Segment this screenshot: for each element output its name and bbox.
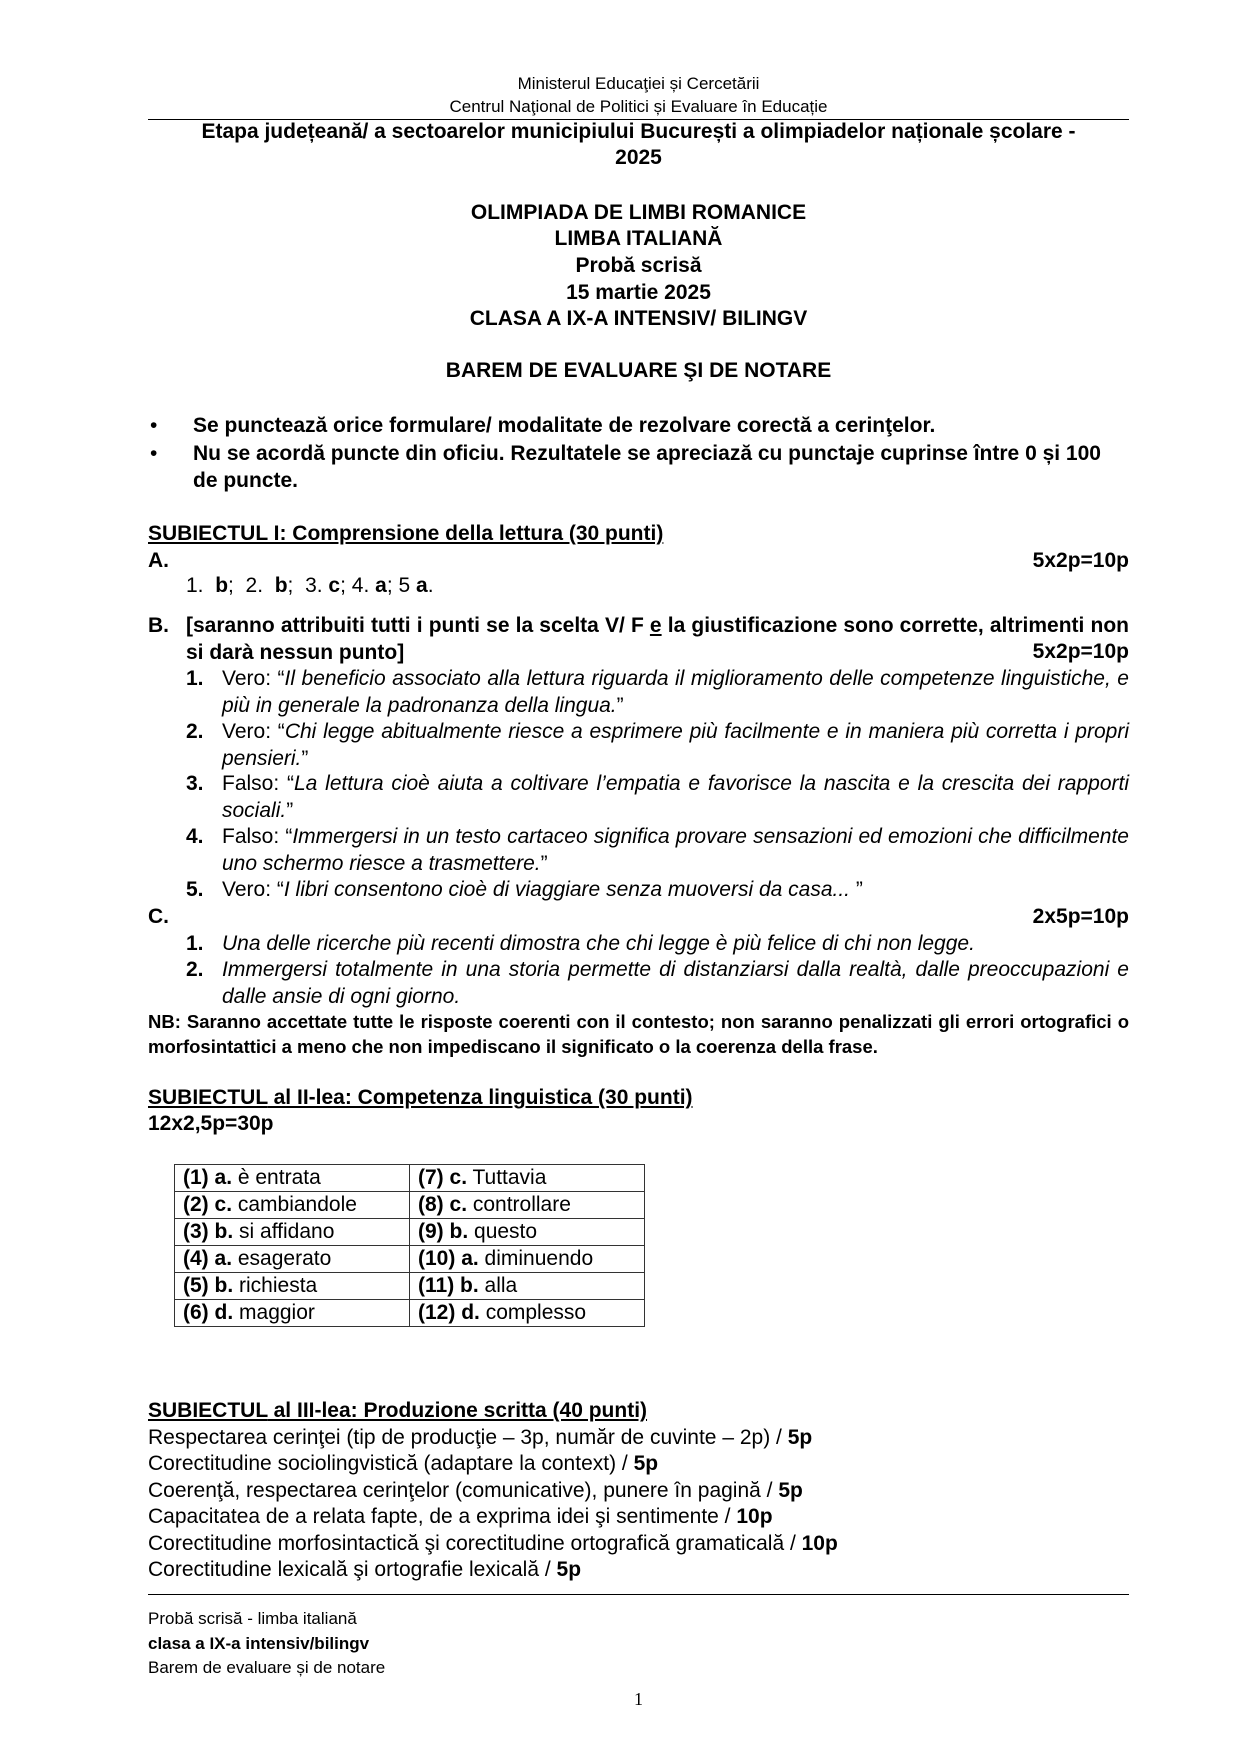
language-title: LIMBA ITALIANĂ [554, 227, 723, 250]
answer-number: (6) [183, 1301, 209, 1324]
item-close: ” [616, 693, 624, 717]
answer-number: 3. [305, 574, 323, 597]
bullet-icon: • [150, 414, 158, 437]
item-lead: Vero: “ [222, 878, 284, 901]
footer-divider [148, 1594, 1129, 1595]
criterion [148, 1531, 838, 1558]
b-item [186, 771, 1129, 824]
instr-e: e [649, 614, 662, 637]
table-row [175, 1273, 645, 1300]
nb-label: NB: [148, 1011, 181, 1032]
rule-2: Nu se acordă puncte din oficiu. Rezultatele se apreciază cu punctaje cuprinse între 0 și 100 de puncte. [193, 442, 1101, 492]
criterion [148, 1451, 658, 1478]
answer-text: diminuendo [478, 1247, 594, 1270]
answer-text: si affidano [233, 1220, 335, 1243]
answer-key [418, 1247, 479, 1270]
answer-number: (9) [418, 1220, 444, 1243]
answer-cell [410, 1165, 645, 1192]
table-row [175, 1300, 645, 1327]
section-a-answers: 1. b; 2. b; 3. c; 4. a; 5 a. [186, 574, 434, 597]
answer-cell [175, 1273, 410, 1300]
table-row [175, 1192, 645, 1219]
answer-letter: a. [214, 1247, 233, 1270]
item-quote: I libri consentono cioè di viaggiare senza muoversi da casa... [283, 878, 856, 901]
answer-letter: a. [461, 1247, 479, 1270]
b-item [186, 824, 1129, 877]
answer-cell [410, 1192, 645, 1219]
answer-text: richiesta [233, 1274, 318, 1297]
item-number: 2. [186, 958, 204, 981]
answer-text: maggior [233, 1301, 315, 1324]
stage-title-line1: Etapa județeană/ a sectoarelor municipiului București a olimpiadelor naționale școlare - [201, 120, 1076, 143]
answer-cell [410, 1273, 645, 1300]
criterion [148, 1557, 581, 1584]
section-b-score: 5x2p=10p [1032, 640, 1129, 663]
item-text: Una delle ricerche più recenti dimostra che chi legge è più felice di chi non legge. [222, 932, 975, 955]
answer-letter: b. [460, 1274, 479, 1297]
footer-line3: Barem de evaluare și de notare [148, 1658, 386, 1677]
criterion [148, 1478, 803, 1505]
answers-table [174, 1164, 645, 1327]
b-item [186, 719, 1129, 772]
item-text: Immergersi totalmente in una storia permette di distanziarsi dalla realtà, dalle preoccupazioni e dalle ansie di ogni giorno. [222, 958, 1129, 1008]
answer-cell [175, 1219, 410, 1246]
answer-cell [410, 1219, 645, 1246]
heading-part: al III-lea: Produzione scritta (40 punti) [267, 1399, 648, 1422]
rule-1: Se punctează orice formulare/ modalitate de rezolvare corectă a cerinţelor. [193, 414, 936, 437]
item-number: 1. [186, 932, 204, 955]
olympiad-title: OLIMPIADA DE LIMBI ROMANICE [470, 201, 807, 224]
footer-line2: clasa a IX-a intensiv/bilingv [148, 1634, 370, 1653]
item-quote: Immergersi in un testo cartaceo significa provare sensazioni ed emozioni che difficilmente uno schermo riesce a trasmettere. [222, 825, 1129, 875]
center-name: Centrul Naţional de Politici și Evaluare în Educație [449, 97, 828, 116]
answer-key [183, 1247, 232, 1270]
criterion-text: Capacitatea de a relata fapte, de a exprima idei şi sentimente / [148, 1505, 737, 1528]
answer-key [418, 1166, 467, 1189]
criterion [148, 1504, 773, 1531]
answer-number: (7) [418, 1166, 444, 1189]
c-item [186, 957, 1129, 1010]
item-close: ” [855, 878, 863, 901]
answer-number: (12) [418, 1301, 456, 1324]
answer-number: (10) [418, 1247, 456, 1270]
answer-text: esagerato [232, 1247, 332, 1270]
table-row [175, 1219, 645, 1246]
criterion-points: 5p [556, 1558, 582, 1581]
item-lead: Falso: “ [222, 772, 294, 795]
answer-number: 2. [245, 574, 264, 597]
item-quote: Chi legge abitualmente riesce a esprimere più facilmente e in maniera più corretta i propri pensieri. [222, 720, 1129, 770]
answer-number: 1. [186, 574, 204, 597]
item-quote: La lettura cioè aiuta a coltivare l’empatia e favorisce la nascita e la crescita dei rapporti sociali. [222, 772, 1130, 822]
test-date: 15 martie 2025 [566, 281, 711, 304]
answer-letter: c. [214, 1193, 233, 1216]
criterion-text: Coerenţă, respectarea cerinţelor (comunicative), punere în pagină / [148, 1479, 779, 1502]
barem-title: BAREM DE EVALUARE ŞI DE NOTARE [445, 359, 832, 382]
answer-number: (4) [183, 1247, 209, 1270]
section-b-instructions [186, 613, 1129, 666]
answer-text: controllare [467, 1193, 571, 1216]
answer-key [183, 1193, 232, 1216]
instr-text: [saranno attribuiti tutti i punti se la scelta V/ F [186, 614, 650, 637]
instr-text: la giustificazione sono corrette, altrimenti non si darà nessun punto] [186, 614, 1129, 664]
answer-key [183, 1301, 233, 1324]
answer-text: è entrata [232, 1166, 321, 1189]
item-close: ” [286, 798, 294, 822]
stage-title-line2: 2025 [615, 146, 662, 169]
answer-letter: d. [461, 1301, 480, 1324]
criterion-points: 5p [633, 1452, 659, 1475]
heading-part: al II-lea: Competenza linguistica (30 punti) [267, 1086, 693, 1109]
answer-letter: a. [214, 1166, 233, 1189]
criterion-points: 10p [801, 1532, 838, 1555]
item-quote: Il beneficio associato alla lettura riguarda il miglioramento delle competenze linguistiche, e più in generale la padronanza della lingua. [222, 667, 1129, 717]
answer-cell [175, 1300, 410, 1327]
answer-number: (2) [183, 1193, 209, 1216]
subject1-heading: SUBIECTUL I: Comprensione della lettura (30 punti) [148, 522, 664, 545]
footer-line1: Probă scrisă - limba italiană [148, 1609, 357, 1628]
nb-text: Saranno accettate tutte le risposte coerenti con il contesto; non saranno penalizzati gli errori ortografici o morfosintattici a meno che non impediscano il significato o la coerenza della frase. [148, 1011, 1129, 1057]
nb-note [148, 1009, 1129, 1059]
answer-number: (8) [418, 1193, 444, 1216]
criterion-text: Corectitudine sociolingvistică (adaptare la context) / [148, 1452, 634, 1475]
test-type: Probă scrisă [575, 254, 702, 277]
item-lead: Vero: “ [222, 720, 285, 743]
answer-cell [175, 1246, 410, 1273]
b-item [186, 666, 1129, 719]
answer-cell [410, 1246, 645, 1273]
answer-cell [175, 1165, 410, 1192]
answer-text: cambiandole [232, 1193, 357, 1216]
criterion-text: Respectarea cerinţei (tip de producţie – 3p, număr de cuvinte – 2p) / [148, 1426, 788, 1449]
subject2-score: 12x2,5p=30p [148, 1112, 274, 1135]
answer-letter: b [274, 574, 288, 597]
section-c-label: C. [148, 905, 169, 928]
c-item [186, 931, 1129, 958]
answer-key [183, 1220, 233, 1243]
item-close: ” [540, 851, 548, 875]
answer-cell [175, 1192, 410, 1219]
answer-letter: a [416, 574, 428, 597]
heading-part: SUBIECTUL [148, 1086, 268, 1109]
answer-number: (1) [183, 1166, 209, 1189]
criterion-text: Corectitudine morfosintactică şi corectitudine ortografică gramaticală / [148, 1532, 802, 1555]
answer-number: (3) [183, 1220, 209, 1243]
answer-letter: b. [214, 1274, 234, 1297]
subject2-heading [148, 1085, 693, 1112]
table-row [175, 1246, 645, 1273]
item-number: 3. [186, 772, 204, 795]
answer-key [183, 1274, 233, 1297]
heading-part: SUBIECTUL [148, 1399, 268, 1422]
answer-text: alla [478, 1274, 518, 1297]
ministry-name: Ministerul Educaţiei și Cercetării [517, 74, 760, 93]
item-lead: Falso: “ [222, 825, 293, 848]
item-number: 4. [186, 825, 204, 848]
section-c-score: 2x5p=10p [1032, 905, 1129, 928]
answer-key [183, 1166, 232, 1189]
answer-number: 5 [398, 574, 411, 597]
answer-letter: b. [214, 1220, 234, 1243]
criterion-points: 5p [787, 1426, 813, 1449]
page-number: 1 [634, 1689, 643, 1709]
answer-number: (11) [418, 1274, 455, 1297]
section-a-score: 5x2p=10p [1032, 549, 1129, 572]
answer-letter: b [215, 574, 229, 597]
criterion-points: 10p [736, 1505, 773, 1528]
item-number: 1. [186, 667, 204, 690]
answer-letter: b. [449, 1220, 469, 1243]
item-close: ” [301, 746, 309, 770]
criterion-points: 5p [778, 1479, 803, 1502]
class-title: CLASA A IX-A INTENSIV/ BILINGV [469, 307, 808, 330]
answer-cell [410, 1300, 645, 1327]
b-item [186, 877, 1129, 904]
answer-text: Tuttavia [467, 1166, 547, 1189]
answer-text: questo [468, 1220, 538, 1243]
answer-key [418, 1193, 467, 1216]
answer-letter: c [328, 574, 341, 597]
answer-letter: a [375, 574, 387, 597]
item-number: 5. [186, 878, 204, 901]
criterion [148, 1425, 812, 1452]
answer-letter: c. [449, 1193, 468, 1216]
table-row [175, 1165, 645, 1192]
bullet-icon: • [150, 442, 158, 465]
answer-number: 4. [351, 574, 370, 597]
answer-number: (5) [183, 1274, 209, 1297]
subject3-heading [148, 1398, 647, 1425]
answer-key [418, 1301, 480, 1324]
section-a-label: A. [148, 549, 169, 572]
answer-key [418, 1274, 479, 1297]
section-b-label: B. [148, 614, 169, 637]
answer-text: complesso [479, 1301, 587, 1324]
answer-key [418, 1220, 468, 1243]
answer-letter: c. [449, 1166, 468, 1189]
answer-letter: d. [214, 1301, 234, 1324]
criterion-text: Corectitudine lexicală şi ortografie lexicală / [148, 1558, 557, 1581]
item-number: 2. [186, 720, 204, 743]
item-lead: Vero: “ [222, 667, 285, 690]
